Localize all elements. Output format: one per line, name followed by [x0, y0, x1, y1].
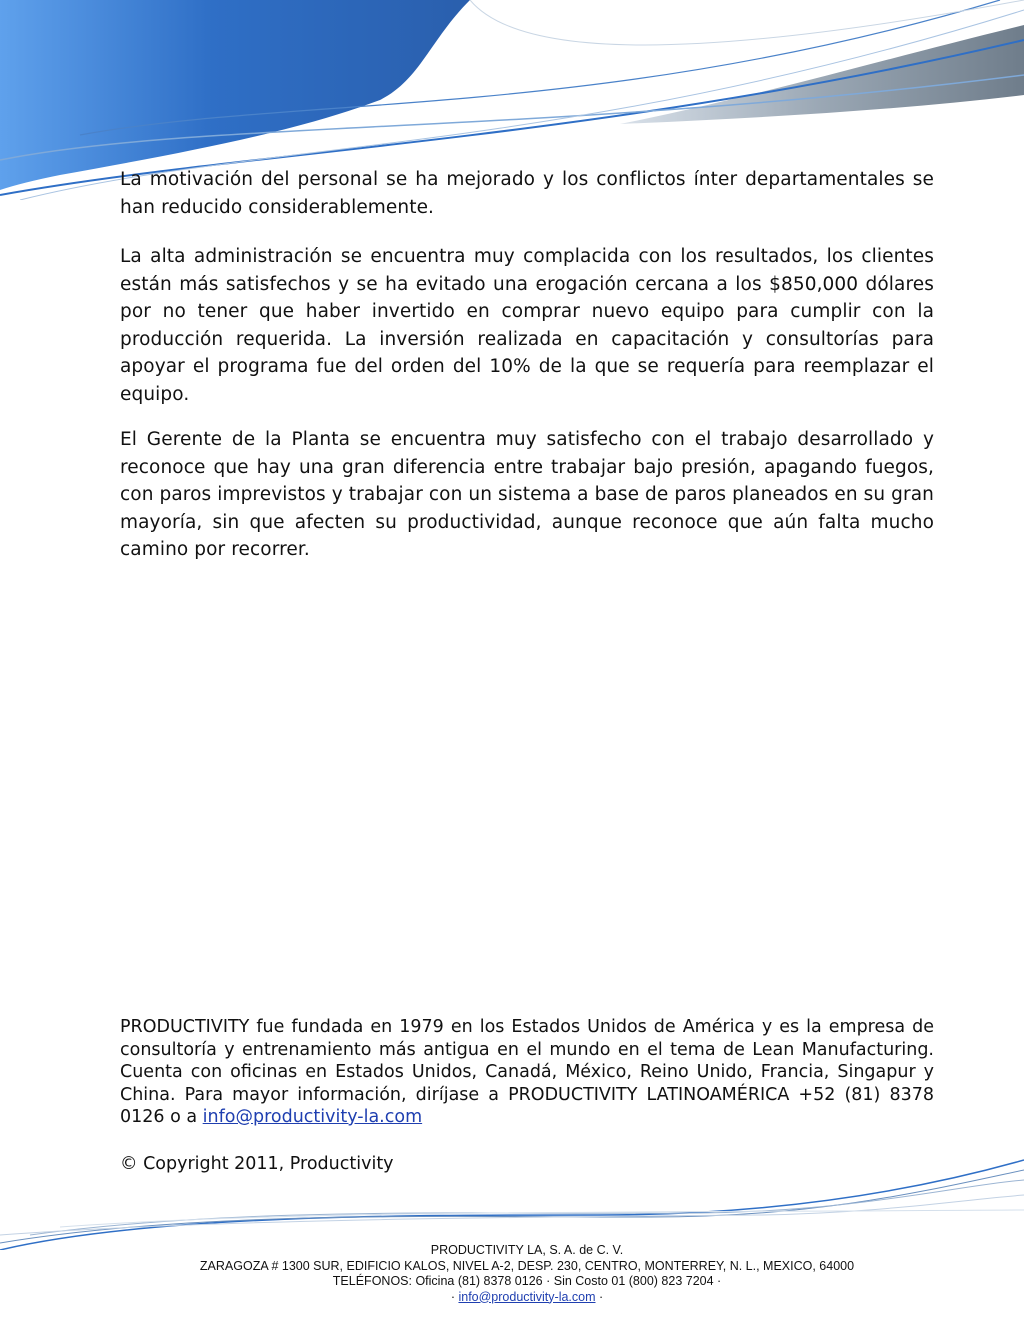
footer-email-suffix: · [595, 1289, 604, 1304]
company-description-text: PRODUCTIVITY fue fundada en 1979 en los Estados Unidos de América y es la empresa de consultoría y entrenamiento más antigua en el mundo en el tema de Lean Manufacturing. Cuenta con oficinas en Estados Unidos, Canadá, México, Reino Unido, Francia, Singapur y China. Para mayor información, diríjase a PRODUCTIVITY LATINOAMÉRICA +52 (81) 8378 0126 o a [120, 1017, 934, 1127]
footer-email-link[interactable]: info@productivity-la.com [458, 1289, 596, 1304]
body-paragraph-3 [120, 426, 934, 564]
footer-email-line [0, 1290, 1024, 1306]
footer-wave-decoration [0, 1155, 1024, 1250]
body-paragraph-2 [120, 243, 934, 408]
email-link[interactable]: info@productivity-la.com [202, 1107, 423, 1127]
footer-email-prefix: · [450, 1289, 459, 1304]
footer-street-address: ZARAGOZA # 1300 SUR, EDIFICIO KALOS, NIVEL A-2, DESP. 230, CENTRO, MONTERREY, N. L., MEXICO, 64000 [199, 1258, 855, 1273]
company-description [120, 1016, 934, 1129]
footer-address-block [0, 1243, 1024, 1305]
footer-company-name: PRODUCTIVITY LA, S. A. de C. V. [430, 1243, 624, 1257]
copyright-notice: © Copyright 2011, Productivity [120, 1154, 394, 1174]
footer-phones: TELÉFONOS: Oficina (81) 8378 0126 · Sin Costo 01 (800) 823 7204 · [332, 1274, 722, 1288]
paragraph-text: El Gerente de la Planta se encuentra muy satisfecho con el trabajo desarrollado y reconoce que hay una gran diferencia entre trabajar bajo presión, apagando fuegos, con paros imprevistos y trabajar con un sistema a base de paros planeados en su gran mayoría, sin que afecten su productividad, aunque reconoce que aún falta mucho camino por recorrer. [120, 429, 934, 560]
paragraph-text: La motivación del personal se ha mejorado y los conflictos ínter departamentales se han reducido considerablemente. [120, 169, 934, 218]
body-paragraph-1 [120, 166, 934, 221]
paragraph-text: La alta administración se encuentra muy complacida con los resultados, los clientes están más satisfechos y se ha evitado una erogación cercana a los $850,000 dólares por no tener que haber invertido en comprar nuevo equipo para cumplir con la producción requerida. La inversión realizada en capacitación y consultorías para apoyar el programa fue del orden del 10% de la que se requería para reemplazar el equipo. [120, 246, 934, 405]
